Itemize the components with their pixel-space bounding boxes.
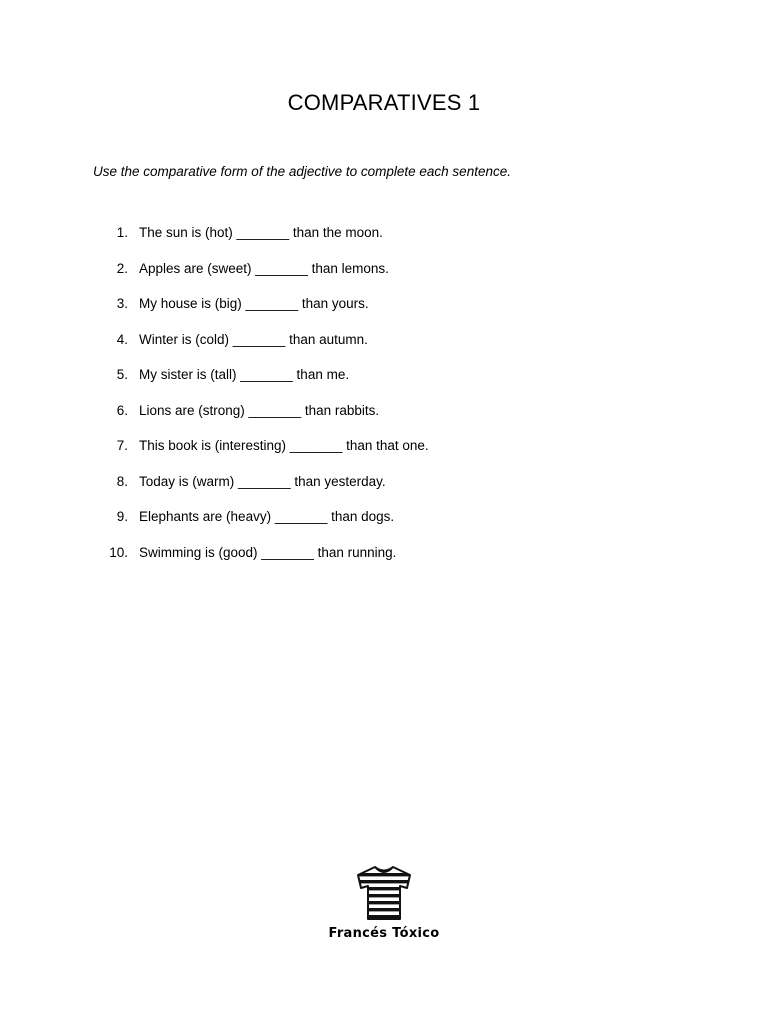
item-text: Swimming is (good) _______ than running. <box>139 544 397 560</box>
item-number: 4. <box>116 331 128 347</box>
brand-logo <box>0 862 768 943</box>
instructions: Use the comparative form of the adjective to complete each sentence. <box>93 164 511 179</box>
item-number: 3. <box>116 296 128 311</box>
item-text: My sister is (tall) _______ than me. <box>139 367 350 382</box>
item-number: 1. <box>116 225 128 240</box>
item-number: 5. <box>116 367 128 382</box>
item-text: This book is (interesting) _______ than that one. <box>139 438 429 453</box>
item-number: 8. <box>116 473 128 489</box>
item-number: 9. <box>116 509 128 524</box>
page-title: COMPARATIVES 1 <box>287 90 481 115</box>
item-text: Lions are (strong) _______ than rabbits. <box>139 402 380 418</box>
item-number: 2. <box>116 260 128 276</box>
item-number: 7. <box>116 438 128 453</box>
item-text: My house is (big) _______ than yours. <box>139 296 369 311</box>
brand-name: Francés Tóxico <box>328 926 440 941</box>
item-text: The sun is (hot) _______ than the moon. <box>139 225 383 240</box>
item-number: 10. <box>109 544 128 560</box>
item-text: Today is (warm) _______ than yesterday. <box>139 473 386 489</box>
item-text: Winter is (cold) _______ than autumn. <box>139 331 368 347</box>
striped-shirt-icon <box>355 862 413 922</box>
item-text: Elephants are (heavy) _______ than dogs. <box>139 509 395 524</box>
item-text: Apples are (sweet) _______ than lemons. <box>139 260 389 276</box>
item-number: 6. <box>116 402 128 418</box>
